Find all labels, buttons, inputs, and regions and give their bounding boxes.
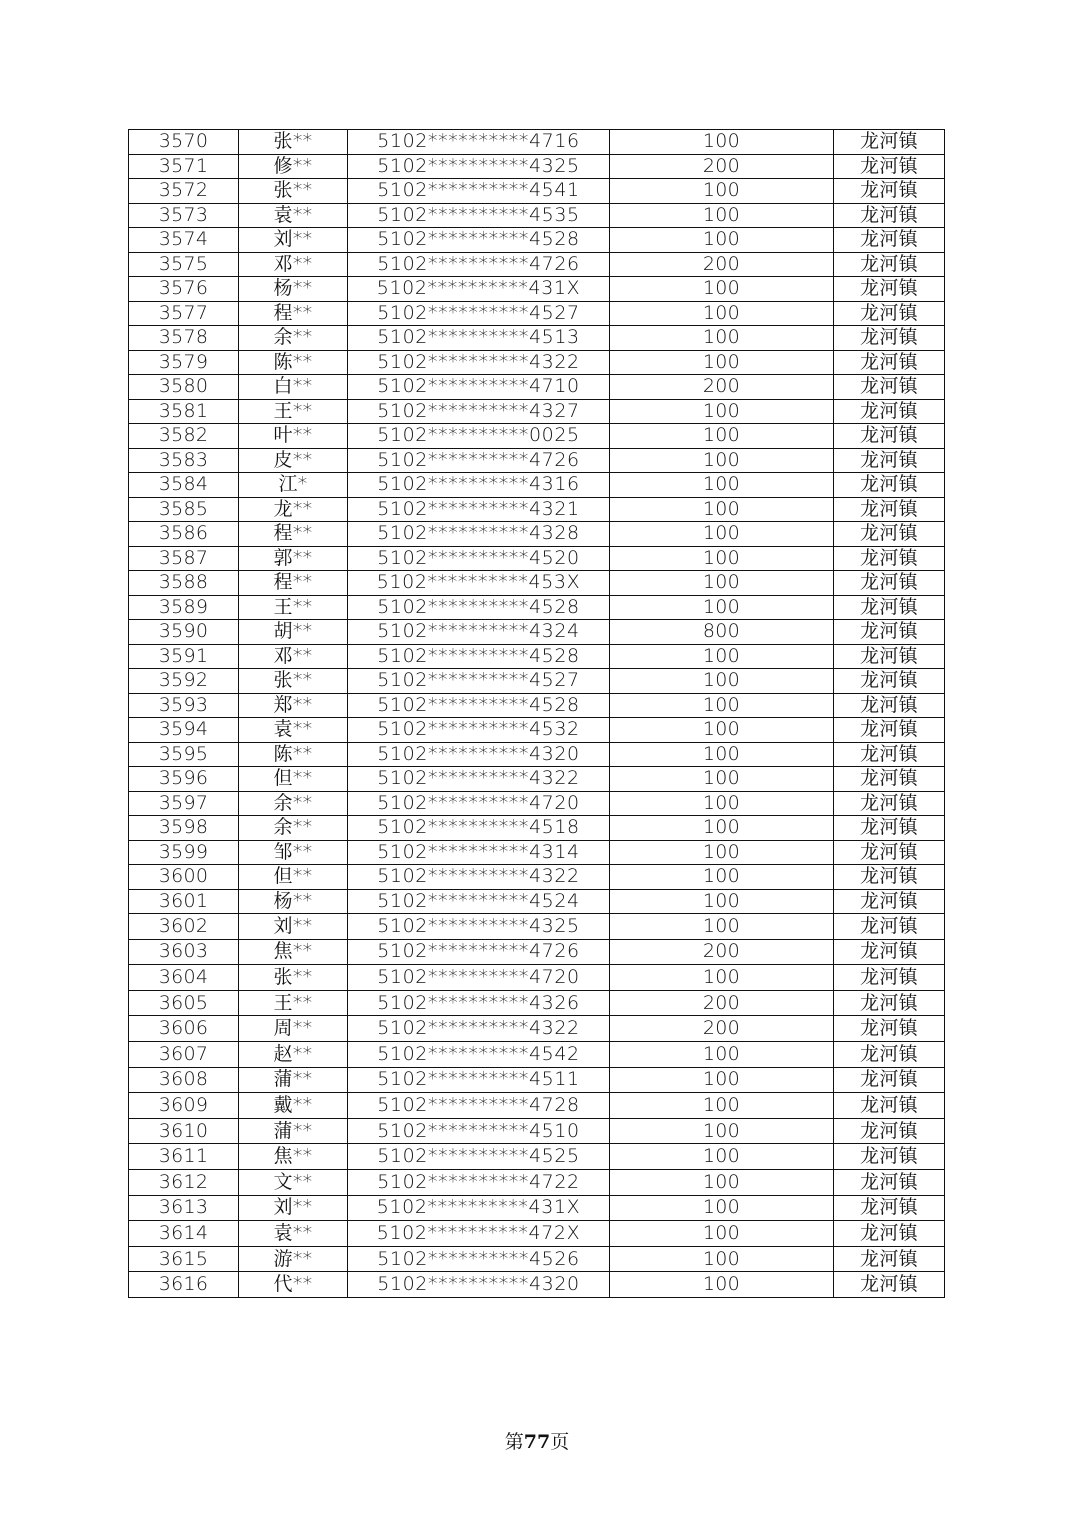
row-number-cell: 3572 bbox=[129, 179, 239, 204]
amount-cell: 100 bbox=[610, 1041, 834, 1067]
id-number-cell: 5102**********4722 bbox=[348, 1169, 610, 1195]
town-cell: 龙河镇 bbox=[834, 350, 945, 375]
id-number-cell: 5102**********4532 bbox=[348, 718, 610, 743]
town-cell: 龙河镇 bbox=[834, 424, 945, 449]
id-number-cell: 5102**********431X bbox=[348, 277, 610, 302]
table-row bbox=[129, 1041, 945, 1067]
id-number-cell: 5102**********4726 bbox=[348, 939, 610, 965]
name-cell: 程** bbox=[239, 571, 348, 596]
row-number-cell: 3610 bbox=[129, 1118, 239, 1144]
row-number-cell: 3615 bbox=[129, 1246, 239, 1272]
town-cell: 龙河镇 bbox=[834, 375, 945, 400]
name-cell: 袁** bbox=[239, 203, 348, 228]
amount-cell: 100 bbox=[610, 595, 834, 620]
id-number-cell: 5102**********4528 bbox=[348, 595, 610, 620]
id-number-cell: 5102**********4527 bbox=[348, 669, 610, 694]
id-number-cell: 5102**********453X bbox=[348, 571, 610, 596]
amount-cell: 100 bbox=[610, 424, 834, 449]
amount-cell: 100 bbox=[610, 742, 834, 767]
name-cell: 叶** bbox=[239, 424, 348, 449]
name-cell: 杨** bbox=[239, 277, 348, 302]
table-row bbox=[129, 203, 945, 228]
id-number-cell: 5102**********4328 bbox=[348, 522, 610, 547]
amount-cell: 100 bbox=[610, 473, 834, 498]
row-number-cell: 3574 bbox=[129, 228, 239, 253]
town-cell: 龙河镇 bbox=[834, 1246, 945, 1272]
row-number-cell: 3608 bbox=[129, 1067, 239, 1093]
amount-cell: 100 bbox=[610, 228, 834, 253]
id-number-cell: 5102**********4726 bbox=[348, 448, 610, 473]
row-number-cell: 3588 bbox=[129, 571, 239, 596]
id-number-cell: 5102**********4325 bbox=[348, 154, 610, 179]
id-number-cell: 5102**********4728 bbox=[348, 1093, 610, 1119]
town-cell: 龙河镇 bbox=[834, 595, 945, 620]
id-number-cell: 5102**********4326 bbox=[348, 990, 610, 1016]
amount-cell: 200 bbox=[610, 154, 834, 179]
table-row bbox=[129, 571, 945, 596]
name-cell: 戴** bbox=[239, 1093, 348, 1119]
amount-cell: 200 bbox=[610, 990, 834, 1016]
amount-cell: 100 bbox=[610, 1118, 834, 1144]
amount-cell: 100 bbox=[610, 1067, 834, 1093]
id-number-cell: 5102**********4320 bbox=[348, 1272, 610, 1298]
town-cell: 龙河镇 bbox=[834, 669, 945, 694]
name-cell: 刘** bbox=[239, 1195, 348, 1221]
amount-cell: 100 bbox=[610, 1195, 834, 1221]
id-number-cell: 5102**********4322 bbox=[348, 865, 610, 890]
row-number-cell: 3591 bbox=[129, 644, 239, 669]
name-cell: 邓** bbox=[239, 644, 348, 669]
row-number-cell: 3604 bbox=[129, 965, 239, 991]
id-number-cell: 5102**********4527 bbox=[348, 301, 610, 326]
name-cell: 余** bbox=[239, 326, 348, 351]
row-number-cell: 3611 bbox=[129, 1144, 239, 1170]
row-number-cell: 3592 bbox=[129, 669, 239, 694]
town-cell: 龙河镇 bbox=[834, 1016, 945, 1042]
amount-cell: 100 bbox=[610, 1221, 834, 1247]
id-number-cell: 5102**********4726 bbox=[348, 252, 610, 277]
name-cell: 邓** bbox=[239, 252, 348, 277]
name-cell: 焦** bbox=[239, 1144, 348, 1170]
id-number-cell: 5102**********4325 bbox=[348, 914, 610, 940]
town-cell: 龙河镇 bbox=[834, 889, 945, 914]
name-cell: 张** bbox=[239, 179, 348, 204]
table-row bbox=[129, 252, 945, 277]
table-row bbox=[129, 399, 945, 424]
name-cell: 蒲** bbox=[239, 1118, 348, 1144]
amount-cell: 100 bbox=[610, 203, 834, 228]
table-row bbox=[129, 965, 945, 991]
amount-cell: 100 bbox=[610, 767, 834, 792]
table-row bbox=[129, 522, 945, 547]
table-row bbox=[129, 130, 945, 155]
id-number-cell: 5102**********4541 bbox=[348, 179, 610, 204]
table-row bbox=[129, 350, 945, 375]
table-row bbox=[129, 228, 945, 253]
town-cell: 龙河镇 bbox=[834, 399, 945, 424]
town-cell: 龙河镇 bbox=[834, 130, 945, 155]
page-footer-suffix: 页 bbox=[550, 1431, 570, 1453]
town-cell: 龙河镇 bbox=[834, 497, 945, 522]
amount-cell: 100 bbox=[610, 865, 834, 890]
town-cell: 龙河镇 bbox=[834, 990, 945, 1016]
town-cell: 龙河镇 bbox=[834, 791, 945, 816]
id-number-cell: 5102**********4520 bbox=[348, 546, 610, 571]
table-row bbox=[129, 742, 945, 767]
amount-cell: 100 bbox=[610, 791, 834, 816]
amount-cell: 100 bbox=[610, 546, 834, 571]
id-number-cell: 5102**********4316 bbox=[348, 473, 610, 498]
amount-cell: 100 bbox=[610, 644, 834, 669]
name-cell: 蒲** bbox=[239, 1067, 348, 1093]
town-cell: 龙河镇 bbox=[834, 767, 945, 792]
table-row bbox=[129, 1067, 945, 1093]
table-row bbox=[129, 816, 945, 841]
id-number-cell: 5102**********4322 bbox=[348, 350, 610, 375]
name-cell: 王** bbox=[239, 595, 348, 620]
name-cell: 郭** bbox=[239, 546, 348, 571]
name-cell: 胡** bbox=[239, 620, 348, 645]
amount-cell: 100 bbox=[610, 301, 834, 326]
name-cell: 龙** bbox=[239, 497, 348, 522]
row-number-cell: 3571 bbox=[129, 154, 239, 179]
row-number-cell: 3597 bbox=[129, 791, 239, 816]
amount-cell: 100 bbox=[610, 130, 834, 155]
table-row bbox=[129, 277, 945, 302]
amount-cell: 100 bbox=[610, 522, 834, 547]
amount-cell: 200 bbox=[610, 939, 834, 965]
id-number-cell: 5102**********4321 bbox=[348, 497, 610, 522]
town-cell: 龙河镇 bbox=[834, 1041, 945, 1067]
table-row bbox=[129, 644, 945, 669]
row-number-cell: 3593 bbox=[129, 693, 239, 718]
table-row bbox=[129, 914, 945, 940]
amount-cell: 100 bbox=[610, 693, 834, 718]
row-number-cell: 3577 bbox=[129, 301, 239, 326]
row-number-cell: 3613 bbox=[129, 1195, 239, 1221]
name-cell: 杨** bbox=[239, 889, 348, 914]
amount-cell: 100 bbox=[610, 1272, 834, 1298]
id-number-cell: 5102**********431X bbox=[348, 1195, 610, 1221]
name-cell: 修** bbox=[239, 154, 348, 179]
town-cell: 龙河镇 bbox=[834, 865, 945, 890]
amount-cell: 100 bbox=[610, 350, 834, 375]
id-number-cell: 5102**********4525 bbox=[348, 1144, 610, 1170]
row-number-cell: 3598 bbox=[129, 816, 239, 841]
name-cell: 刘** bbox=[239, 228, 348, 253]
amount-cell: 100 bbox=[610, 840, 834, 865]
name-cell: 但** bbox=[239, 865, 348, 890]
name-cell: 陈** bbox=[239, 742, 348, 767]
name-cell: 郑** bbox=[239, 693, 348, 718]
row-number-cell: 3599 bbox=[129, 840, 239, 865]
id-number-cell: 5102**********4518 bbox=[348, 816, 610, 841]
id-number-cell: 5102**********4528 bbox=[348, 228, 610, 253]
id-number-cell: 5102**********4511 bbox=[348, 1067, 610, 1093]
town-cell: 龙河镇 bbox=[834, 448, 945, 473]
page-number: 77 bbox=[523, 1431, 551, 1453]
name-cell: 袁** bbox=[239, 1221, 348, 1247]
table-row bbox=[129, 1093, 945, 1119]
amount-cell: 100 bbox=[610, 816, 834, 841]
town-cell: 龙河镇 bbox=[834, 154, 945, 179]
row-number-cell: 3594 bbox=[129, 718, 239, 743]
name-cell: 游** bbox=[239, 1246, 348, 1272]
amount-cell: 100 bbox=[610, 669, 834, 694]
amount-cell: 100 bbox=[610, 1169, 834, 1195]
row-number-cell: 3605 bbox=[129, 990, 239, 1016]
amount-cell: 100 bbox=[610, 497, 834, 522]
id-number-cell: 5102**********4526 bbox=[348, 1246, 610, 1272]
name-cell: 袁** bbox=[239, 718, 348, 743]
table-row bbox=[129, 473, 945, 498]
row-number-cell: 3606 bbox=[129, 1016, 239, 1042]
amount-cell: 100 bbox=[610, 1246, 834, 1272]
name-cell: 白** bbox=[239, 375, 348, 400]
id-number-cell: 5102**********4524 bbox=[348, 889, 610, 914]
town-cell: 龙河镇 bbox=[834, 718, 945, 743]
amount-cell: 200 bbox=[610, 1016, 834, 1042]
id-number-cell: 5102**********4720 bbox=[348, 791, 610, 816]
row-number-cell: 3614 bbox=[129, 1221, 239, 1247]
town-cell: 龙河镇 bbox=[834, 1093, 945, 1119]
row-number-cell: 3596 bbox=[129, 767, 239, 792]
town-cell: 龙河镇 bbox=[834, 252, 945, 277]
row-number-cell: 3582 bbox=[129, 424, 239, 449]
town-cell: 龙河镇 bbox=[834, 473, 945, 498]
row-number-cell: 3589 bbox=[129, 595, 239, 620]
table-row bbox=[129, 693, 945, 718]
amount-cell: 100 bbox=[610, 1093, 834, 1119]
id-number-cell: 5102**********4542 bbox=[348, 1041, 610, 1067]
id-number-cell: 5102**********4716 bbox=[348, 130, 610, 155]
id-number-cell: 5102**********472X bbox=[348, 1221, 610, 1247]
name-cell: 赵** bbox=[239, 1041, 348, 1067]
id-number-cell: 5102**********4510 bbox=[348, 1118, 610, 1144]
id-number-cell: 5102**********4322 bbox=[348, 1016, 610, 1042]
name-cell: 程** bbox=[239, 522, 348, 547]
row-number-cell: 3584 bbox=[129, 473, 239, 498]
table-row bbox=[129, 1016, 945, 1042]
amount-cell: 100 bbox=[610, 718, 834, 743]
town-cell: 龙河镇 bbox=[834, 914, 945, 940]
id-number-cell: 5102**********0025 bbox=[348, 424, 610, 449]
amount-cell: 200 bbox=[610, 252, 834, 277]
records-table bbox=[128, 129, 945, 1298]
table-row bbox=[129, 939, 945, 965]
table-row bbox=[129, 375, 945, 400]
amount-cell: 100 bbox=[610, 399, 834, 424]
page-footer-prefix: 第 bbox=[504, 1431, 524, 1453]
table-row bbox=[129, 791, 945, 816]
town-cell: 龙河镇 bbox=[834, 939, 945, 965]
town-cell: 龙河镇 bbox=[834, 522, 945, 547]
id-number-cell: 5102**********4710 bbox=[348, 375, 610, 400]
row-number-cell: 3601 bbox=[129, 889, 239, 914]
town-cell: 龙河镇 bbox=[834, 326, 945, 351]
table-row bbox=[129, 1221, 945, 1247]
table-row bbox=[129, 718, 945, 743]
row-number-cell: 3595 bbox=[129, 742, 239, 767]
name-cell: 代** bbox=[239, 1272, 348, 1298]
table-row bbox=[129, 595, 945, 620]
table-row bbox=[129, 840, 945, 865]
table-row bbox=[129, 1246, 945, 1272]
id-number-cell: 5102**********4528 bbox=[348, 644, 610, 669]
amount-cell: 100 bbox=[610, 448, 834, 473]
id-number-cell: 5102**********4324 bbox=[348, 620, 610, 645]
name-cell: 王** bbox=[239, 990, 348, 1016]
id-number-cell: 5102**********4314 bbox=[348, 840, 610, 865]
row-number-cell: 3609 bbox=[129, 1093, 239, 1119]
table-row bbox=[129, 326, 945, 351]
page-footer bbox=[0, 1427, 1074, 1454]
name-cell: 但** bbox=[239, 767, 348, 792]
name-cell: 王** bbox=[239, 399, 348, 424]
row-number-cell: 3583 bbox=[129, 448, 239, 473]
amount-cell: 800 bbox=[610, 620, 834, 645]
id-number-cell: 5102**********4528 bbox=[348, 693, 610, 718]
row-number-cell: 3578 bbox=[129, 326, 239, 351]
row-number-cell: 3600 bbox=[129, 865, 239, 890]
id-number-cell: 5102**********4327 bbox=[348, 399, 610, 424]
row-number-cell: 3575 bbox=[129, 252, 239, 277]
name-cell: 张** bbox=[239, 669, 348, 694]
row-number-cell: 3616 bbox=[129, 1272, 239, 1298]
town-cell: 龙河镇 bbox=[834, 179, 945, 204]
amount-cell: 100 bbox=[610, 571, 834, 596]
row-number-cell: 3602 bbox=[129, 914, 239, 940]
amount-cell: 100 bbox=[610, 889, 834, 914]
name-cell: 邹** bbox=[239, 840, 348, 865]
name-cell: 余** bbox=[239, 791, 348, 816]
town-cell: 龙河镇 bbox=[834, 571, 945, 596]
name-cell: 程** bbox=[239, 301, 348, 326]
table-row bbox=[129, 179, 945, 204]
name-cell: 周** bbox=[239, 1016, 348, 1042]
town-cell: 龙河镇 bbox=[834, 1272, 945, 1298]
table-row bbox=[129, 424, 945, 449]
amount-cell: 100 bbox=[610, 277, 834, 302]
table-row bbox=[129, 889, 945, 914]
table-row bbox=[129, 767, 945, 792]
amount-cell: 100 bbox=[610, 1144, 834, 1170]
town-cell: 龙河镇 bbox=[834, 1118, 945, 1144]
town-cell: 龙河镇 bbox=[834, 1144, 945, 1170]
name-cell: 张** bbox=[239, 130, 348, 155]
row-number-cell: 3607 bbox=[129, 1041, 239, 1067]
table-row bbox=[129, 990, 945, 1016]
amount-cell: 100 bbox=[610, 914, 834, 940]
town-cell: 龙河镇 bbox=[834, 1195, 945, 1221]
row-number-cell: 3576 bbox=[129, 277, 239, 302]
table-row bbox=[129, 1169, 945, 1195]
name-cell: 焦** bbox=[239, 939, 348, 965]
town-cell: 龙河镇 bbox=[834, 546, 945, 571]
id-number-cell: 5102**********4720 bbox=[348, 965, 610, 991]
row-number-cell: 3585 bbox=[129, 497, 239, 522]
row-number-cell: 3590 bbox=[129, 620, 239, 645]
id-number-cell: 5102**********4513 bbox=[348, 326, 610, 351]
town-cell: 龙河镇 bbox=[834, 965, 945, 991]
amount-cell: 100 bbox=[610, 965, 834, 991]
row-number-cell: 3573 bbox=[129, 203, 239, 228]
town-cell: 龙河镇 bbox=[834, 742, 945, 767]
town-cell: 龙河镇 bbox=[834, 644, 945, 669]
name-cell: 文** bbox=[239, 1169, 348, 1195]
table-row bbox=[129, 620, 945, 645]
town-cell: 龙河镇 bbox=[834, 301, 945, 326]
name-cell: 皮** bbox=[239, 448, 348, 473]
table-row bbox=[129, 448, 945, 473]
row-number-cell: 3603 bbox=[129, 939, 239, 965]
row-number-cell: 3581 bbox=[129, 399, 239, 424]
name-cell: 江* bbox=[239, 473, 348, 498]
table-row bbox=[129, 546, 945, 571]
amount-cell: 200 bbox=[610, 375, 834, 400]
row-number-cell: 3587 bbox=[129, 546, 239, 571]
table-row bbox=[129, 669, 945, 694]
name-cell: 余** bbox=[239, 816, 348, 841]
row-number-cell: 3612 bbox=[129, 1169, 239, 1195]
town-cell: 龙河镇 bbox=[834, 693, 945, 718]
id-number-cell: 5102**********4322 bbox=[348, 767, 610, 792]
town-cell: 龙河镇 bbox=[834, 203, 945, 228]
table-row bbox=[129, 497, 945, 522]
row-number-cell: 3586 bbox=[129, 522, 239, 547]
table-row bbox=[129, 865, 945, 890]
town-cell: 龙河镇 bbox=[834, 620, 945, 645]
table-row bbox=[129, 1195, 945, 1221]
row-number-cell: 3579 bbox=[129, 350, 239, 375]
amount-cell: 100 bbox=[610, 326, 834, 351]
town-cell: 龙河镇 bbox=[834, 816, 945, 841]
town-cell: 龙河镇 bbox=[834, 1067, 945, 1093]
row-number-cell: 3570 bbox=[129, 130, 239, 155]
table-row bbox=[129, 1144, 945, 1170]
town-cell: 龙河镇 bbox=[834, 1221, 945, 1247]
table-row bbox=[129, 301, 945, 326]
name-cell: 陈** bbox=[239, 350, 348, 375]
name-cell: 张** bbox=[239, 965, 348, 991]
table-row bbox=[129, 1118, 945, 1144]
name-cell: 刘** bbox=[239, 914, 348, 940]
table-row bbox=[129, 154, 945, 179]
records-table-body bbox=[129, 130, 945, 1298]
row-number-cell: 3580 bbox=[129, 375, 239, 400]
town-cell: 龙河镇 bbox=[834, 228, 945, 253]
town-cell: 龙河镇 bbox=[834, 277, 945, 302]
amount-cell: 100 bbox=[610, 179, 834, 204]
town-cell: 龙河镇 bbox=[834, 840, 945, 865]
id-number-cell: 5102**********4320 bbox=[348, 742, 610, 767]
town-cell: 龙河镇 bbox=[834, 1169, 945, 1195]
table-row bbox=[129, 1272, 945, 1298]
id-number-cell: 5102**********4535 bbox=[348, 203, 610, 228]
